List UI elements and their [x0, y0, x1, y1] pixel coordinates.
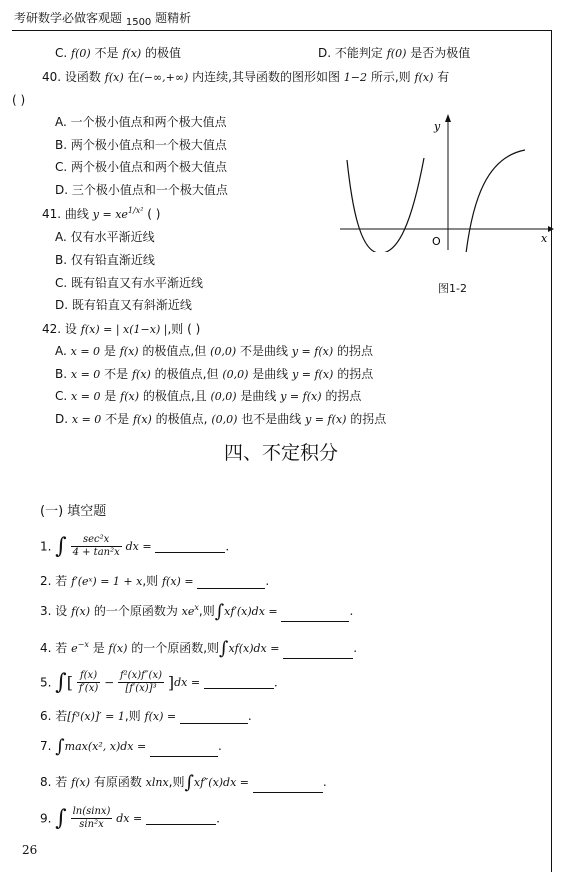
fill-problem-7: 7. ∫max(x², x)dx = .: [40, 736, 222, 757]
q41-option-d: D. 既有铅直又有斜渐近线: [55, 298, 192, 312]
fill-problem-4: 4. 若 $e^{-x}$ 是 f(x) 的一个原函数,则∫xf(x)dx = .: [40, 638, 358, 659]
origin-label: O: [432, 235, 441, 248]
left-curve: [347, 158, 424, 252]
q39-option-c: C. f(0) 不是 f(x) 的极值: [55, 46, 182, 60]
problem-count: 1500: [125, 17, 152, 28]
answer-blank-4[interactable]: [283, 647, 353, 659]
fill-problem-5: 5. ∫[ $\frac{f(x)}{f'(x)}$ − $\frac{\text{f²(x)f″(x)}}{\text{[f′(x)]³}}$ ]dx = .: [40, 670, 278, 695]
q41-option-c: C. 既有铅直又有水平渐近线: [55, 276, 204, 290]
answer-blank-8[interactable]: [253, 781, 323, 793]
fill-problem-8: 8. 若 f(x) 有原函数 xlnx,则∫xf″(x)dx = .: [40, 772, 327, 793]
fill-problem-1: 1. ∫ $\frac{\text{sec²x}}{\text{4 + tan²x}}$ dx = .: [40, 534, 230, 559]
q42-option-b: B. x = 0 不是 f(x) 的极值点,但 (0,0) 是曲线 y = f(x) 的拐点: [55, 367, 374, 381]
header-rule: [12, 30, 552, 31]
q41-option-a: A. 仅有水平渐近线: [55, 230, 155, 244]
answer-blank-9[interactable]: [146, 813, 216, 825]
book-title: 考研数学必做客观题: [14, 11, 123, 25]
derivative-graph-figure: [330, 112, 555, 252]
answer-blank-2[interactable]: [197, 577, 265, 589]
q40-answer-paren: ( ): [12, 93, 26, 107]
q40-option-b: B. 两个极小值点和一个极大值点: [55, 138, 227, 152]
q42-option-d: D. x = 0 不是 f(x) 的极值点, (0,0) 也不是曲线 y = f(x) 的拐点: [55, 412, 387, 426]
page-number: 26: [22, 843, 38, 857]
answer-blank-3[interactable]: [281, 610, 349, 622]
x-axis-label: x: [541, 232, 548, 245]
figure-caption: 图1-2: [438, 282, 467, 295]
fill-problem-2: 2. 若 f′(eˣ) = 1 + x,则 f(x) = .: [40, 574, 270, 588]
section-title: 四、不定积分: [224, 442, 339, 464]
header-subtitle: 题精析: [155, 11, 192, 25]
q42-option-a: A. x = 0 是 f(x) 的极值点,但 (0,0) 不是曲线 y = f(x) 的拐点: [55, 344, 373, 358]
answer-blank-7[interactable]: [150, 745, 218, 757]
fill-problem-6: 6. 若[f³(x)]′ = 1,则 f(x) = .: [40, 709, 252, 723]
q40-option-c: C. 两个极小值点和两个极大值点: [55, 160, 228, 174]
q39-option-d: D. 不能判定 f(0) 是否为极值: [318, 46, 471, 60]
q41-stem: 41. 曲线 $y = xe^{1/x^2}$ ( ): [42, 206, 161, 221]
answer-blank-6[interactable]: [180, 712, 248, 724]
q40-option-a: A. 一个极小值点和两个极大值点: [55, 115, 227, 129]
q40-option-d: D. 三个极小值点和一个极大值点: [55, 183, 228, 197]
x-axis-arrow: [548, 226, 554, 232]
q42-option-c: C. x = 0 是 f(x) 的极值点,且 (0,0) 是曲线 y = f(x) 的拐点: [55, 389, 362, 403]
subsection-title: (一) 填空题: [40, 504, 107, 519]
fill-problem-3: 3. 设 f(x) 的一个原函数为 $xe^x$,则∫xf′(x)dx = .: [40, 601, 354, 622]
y-axis-label: y: [434, 120, 441, 133]
fill-problem-9: 9. ∫ $\frac{\ln(\sin x)}{\text{sin²x}}$ dx = .: [40, 806, 220, 831]
q42-stem: 42. 设 f(x) = | x(1−x) |,则 ( ): [42, 322, 201, 336]
answer-blank-1[interactable]: [155, 541, 225, 553]
right-curve: [465, 150, 525, 252]
q41-option-b: B. 仅有铅直渐近线: [55, 253, 155, 267]
q40-stem: 40. 设函数 f(x) 在(−∞,+∞) 内连续,其导函数的图形如图 1−2 所示,则 f(x) 有: [42, 70, 450, 84]
y-axis-arrow: [445, 114, 451, 122]
running-header: [14, 9, 191, 26]
answer-blank-5[interactable]: [204, 677, 274, 689]
